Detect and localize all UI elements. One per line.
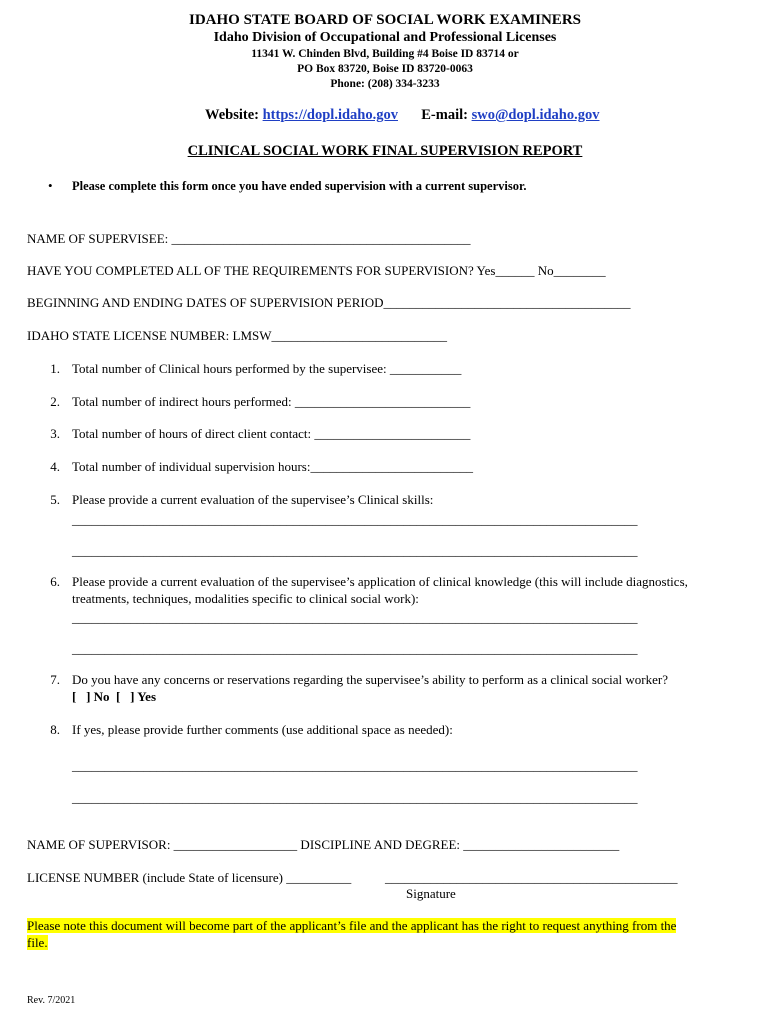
clinical-knowledge-line-1[interactable]: _______________________________________________________________________________________ xyxy=(72,610,638,625)
applicant-note-cont xyxy=(27,935,48,951)
concerns-question: Do you have any concerns or reservations regarding the supervisee’s ability to perform as a clinical social worker? xyxy=(72,672,668,687)
item-number: 7. xyxy=(50,672,60,687)
item-number: 6. xyxy=(50,574,60,589)
supervision-dates-field[interactable]: BEGINNING AND ENDING DATES OF SUPERVISION PERIOD______________________________________ xyxy=(27,295,631,310)
individual-supervision-hours-field[interactable]: Total number of individual supervision hours:_________________________ xyxy=(72,459,473,474)
instruction-text: Please complete this form once you have ended supervision with a current supervisor. xyxy=(72,179,527,193)
comments-line-2[interactable]: _______________________________________________________________________________________ xyxy=(72,790,638,805)
signature-label: Signature xyxy=(406,886,456,901)
applicant-note-line-1: Please note this document will become part of the applicant’s file and the applicant has the right to request anything from the xyxy=(27,918,677,933)
comments-question: If yes, please provide further comments (use additional space as needed): xyxy=(72,722,453,737)
supervisee-name-field[interactable]: NAME OF SUPERVISEE: ______________________________________________ xyxy=(27,231,471,246)
item-number: 5. xyxy=(50,492,60,507)
item-number: 1. xyxy=(50,361,60,376)
revision-date: Rev. 7/2021 xyxy=(27,995,76,1006)
address-line-2: PO Box 83720, Boise ID 83720-0063 xyxy=(297,63,473,75)
direct-contact-hours-field[interactable]: Total number of hours of direct client contact: ________________________ xyxy=(72,426,471,441)
form-title: CLINICAL SOCIAL WORK FINAL SUPERVISION REPORT xyxy=(187,143,583,159)
applicant-note-line-2: file. xyxy=(27,935,48,950)
item-number: 3. xyxy=(50,426,60,441)
concerns-options[interactable]: [ ] No [ ] Yes xyxy=(72,689,156,704)
clinical-skills-line-1[interactable]: _______________________________________________________________________________________ xyxy=(72,512,638,527)
phone-line: Phone: (208) 334-3233 xyxy=(330,78,440,90)
comments-line-1[interactable]: _______________________________________________________________________________________ xyxy=(72,758,638,773)
indirect-hours-field[interactable]: Total number of indirect hours performed: ___________________________ xyxy=(72,394,471,409)
board-title: IDAHO STATE BOARD OF SOCIAL WORK EXAMINERS xyxy=(188,12,581,28)
clinical-knowledge-line-2[interactable]: _______________________________________________________________________________________ xyxy=(72,641,638,656)
license-number-field[interactable]: IDAHO STATE LICENSE NUMBER: LMSW___________________________ xyxy=(27,328,448,343)
website-label: Website: xyxy=(205,107,259,123)
website-link[interactable]: https://dopl.idaho.gov xyxy=(262,107,398,123)
item-number: 4. xyxy=(50,459,60,474)
clinical-skills-question: Please provide a current evaluation of the supervisee’s Clinical skills: xyxy=(72,492,434,507)
email-link[interactable]: swo@dopl.idaho.gov xyxy=(471,107,600,123)
supervisor-license-field[interactable]: LICENSE NUMBER (include State of licensure) __________ xyxy=(27,870,352,885)
item-number: 2. xyxy=(50,394,60,409)
address-line-1: 11341 W. Chinden Blvd, Building #4 Boise ID 83714 or xyxy=(251,48,519,60)
clinical-skills-line-2[interactable]: _______________________________________________________________________________________ xyxy=(72,543,638,558)
clinical-knowledge-question-cont: treatments, techniques, modalities specific to clinical social work): xyxy=(72,591,419,606)
clinical-knowledge-question: Please provide a current evaluation of the supervisee’s application of clinical knowledge (this will include diagnostics, xyxy=(72,574,688,589)
applicant-note xyxy=(27,918,676,934)
division-title: Idaho Division of Occupational and Professional Licenses xyxy=(213,30,557,45)
requirements-completed-field[interactable]: HAVE YOU COMPLETED ALL OF THE REQUIREMENTS FOR SUPERVISION? Yes______ No________ xyxy=(27,263,606,278)
item-number: 8. xyxy=(50,722,60,737)
email-label: E-mail: xyxy=(421,107,468,123)
bullet-icon: • xyxy=(48,178,53,193)
signature-line[interactable]: _____________________________________________ xyxy=(385,870,678,885)
clinical-hours-field[interactable]: Total number of Clinical hours performed by the supervisee: ___________ xyxy=(72,361,462,376)
contact-line xyxy=(205,107,600,124)
supervisor-name-discipline-field[interactable]: NAME OF SUPERVISOR: ___________________ DISCIPLINE AND DEGREE: ________________________ xyxy=(27,837,620,852)
